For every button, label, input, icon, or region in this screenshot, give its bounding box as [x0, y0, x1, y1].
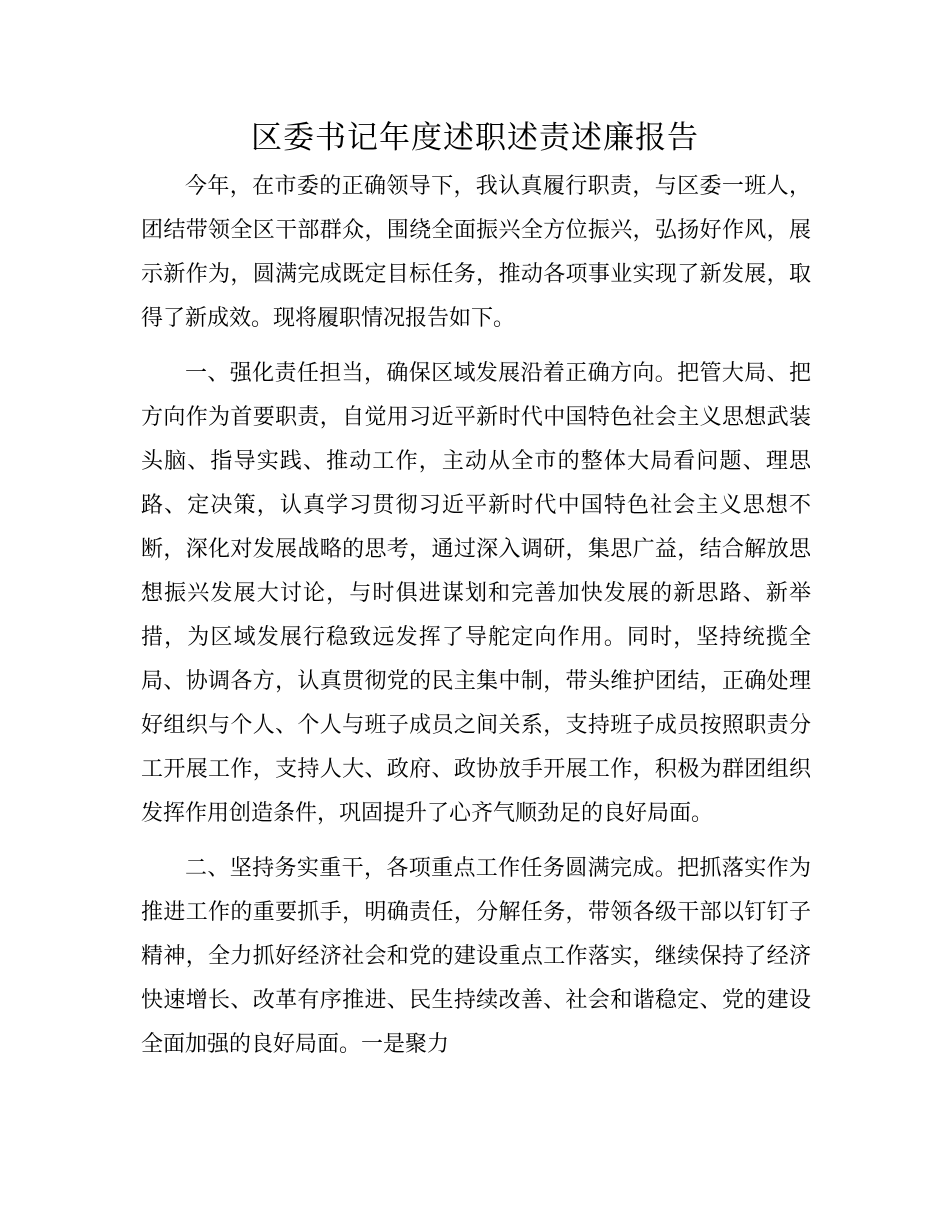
- document-body: [141, 165, 811, 1078]
- paragraph-section-one: 一、强化责任担当，确保区域发展沿着正确方向。把管大局、把方向作为首要职责，自觉用习近平新时代中国特色社会主义思想武装头脑、指导实践、推动工作，主动从全市的整体大局看问题、理思路、定决策，认真学习贯彻习近平新时代中国特色社会主义思想不断，深化对发展战略的思考，通过深入调研，集思广益，结合解放思想振兴发展大讨论，与时俱进谋划和完善加快发展的新思路、新举措，为区域发展行稳致远发挥了导舵定向作用。同时，坚持统揽全局、协调各方，认真贯彻党的民主集中制，带头维护团结，正确处理好组织与个人、个人与班子成员之间关系，支持班子成员按照职责分工开展工作，支持人大、政府、政协放手开展工作，积极为群团组织发挥作用创造条件，巩固提升了心齐气顺劲足的良好局面。: [141, 361, 811, 826]
- paragraph-section-two: 二、坚持务实重干，各项重点工作任务圆满完成。把抓落实作为推进工作的重要抓手，明确责任，分解任务，带领各级干部以钉钉子精神，全力抓好经济社会和党的建设重点工作落实，继续保持了经济快速增长、改革有序推进、民生持续改善、社会和谐稳定、党的建设全面加强的良好局面。一是聚力: [141, 856, 811, 1057]
- document-title: 区委书记年度述职述责述廉报告: [251, 120, 699, 156]
- paragraph-intro: 今年，在市委的正确领导下，我认真履行职责，与区委一班人，团结带领全区干部群众，围绕全面振兴全方位振兴，弘扬好作风，展示新作为，圆满完成既定目标任务，推动各项事业实现了新发展，取得了新成效。现将履职情况报告如下。: [141, 174, 811, 331]
